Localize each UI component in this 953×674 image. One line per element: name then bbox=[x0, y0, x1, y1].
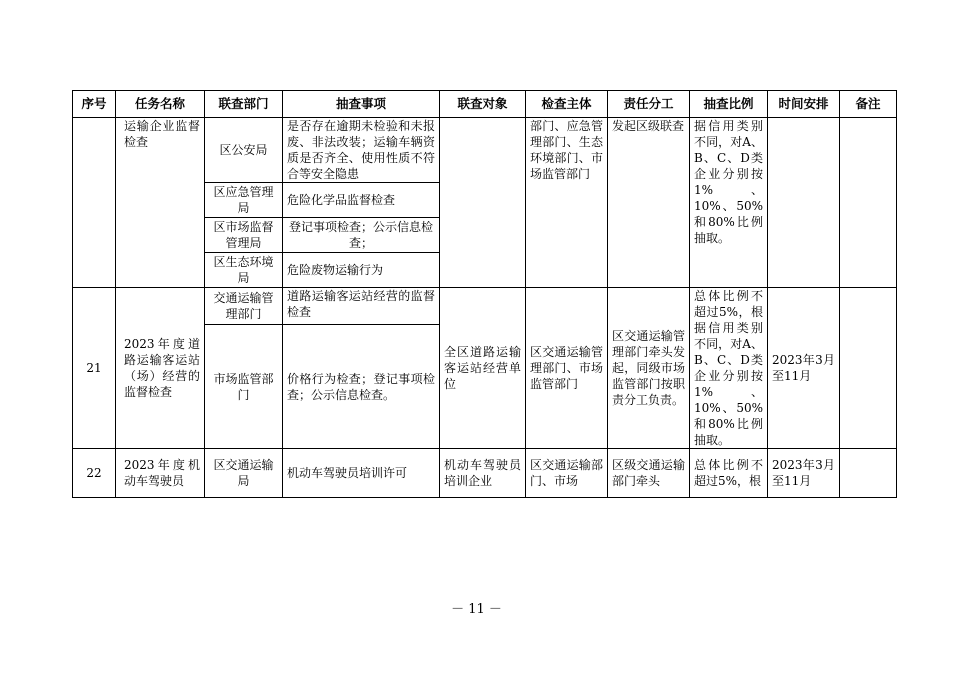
cell-target: 机动车驾驶员培训企业 bbox=[440, 449, 526, 498]
cell-time: 2023年3月至11月 bbox=[768, 449, 840, 498]
cell-dept: 交通运输管理部门 bbox=[205, 288, 283, 325]
cell-item: 危险化学品监督检查 bbox=[283, 183, 440, 218]
table-row bbox=[73, 449, 897, 498]
cell-remark bbox=[840, 449, 897, 498]
cell-item: 登记事项检查；公示信息检查； bbox=[283, 218, 440, 253]
inspection-table bbox=[72, 90, 897, 498]
cell-task: 运输企业监督检查 bbox=[116, 118, 205, 288]
cell-no bbox=[73, 118, 116, 288]
cell-item: 机动车驾驶员培训许可 bbox=[283, 449, 440, 498]
cell-duty: 区级交通运输部门牵头 bbox=[608, 449, 690, 498]
cell-target: 全区道路运输客运站经营单位 bbox=[440, 288, 526, 449]
cell-target bbox=[440, 118, 526, 288]
table-row bbox=[73, 288, 897, 325]
cell-dept: 区公安局 bbox=[205, 118, 283, 183]
cell-dept: 区市场监督管理局 bbox=[205, 218, 283, 253]
cell-dept: 区应急管理局 bbox=[205, 183, 283, 218]
header-row bbox=[73, 91, 897, 118]
cell-item: 道路运输客运站经营的监督检查 bbox=[283, 288, 440, 325]
cell-subject: 区交通运输部门、市场 bbox=[526, 449, 608, 498]
col-header-dept: 联查部门 bbox=[205, 91, 283, 118]
cell-task: 2023年度机动车驾驶员 bbox=[116, 449, 205, 498]
cell-subject: 区交通运输管理部门、市场监管部门 bbox=[526, 288, 608, 449]
cell-item: 是否存在逾期未检验和未报废、非法改装；运输车辆资质是否齐全、使用性质不符合等安全隐患 bbox=[283, 118, 440, 183]
cell-ratio: 总体比例不超过5%，根 bbox=[690, 449, 768, 498]
cell-no: 21 bbox=[73, 288, 116, 449]
col-header-target: 联查对象 bbox=[440, 91, 526, 118]
cell-remark bbox=[840, 288, 897, 449]
cell-dept: 区交通运输局 bbox=[205, 449, 283, 498]
col-header-subject: 检查主体 bbox=[526, 91, 608, 118]
col-header-item: 抽查事项 bbox=[283, 91, 440, 118]
cell-dept: 区生态环境局 bbox=[205, 253, 283, 288]
cell-item: 危险废物运输行为 bbox=[283, 253, 440, 288]
cell-ratio: 据信用类别不同，对A、B、C、D类企业分别按1%、10%、50%和80%比例抽取。 bbox=[690, 118, 768, 288]
cell-time: 2023年3月至11月 bbox=[768, 288, 840, 449]
col-header-ratio: 抽查比例 bbox=[690, 91, 768, 118]
cell-task: 2023年度道路运输客运站（场）经营的监督检查 bbox=[116, 288, 205, 449]
col-header-duty: 责任分工 bbox=[608, 91, 690, 118]
cell-subject: 部门、应急管理部门、生态环境部门、市场监管部门 bbox=[526, 118, 608, 288]
cell-remark bbox=[840, 118, 897, 288]
col-header-no: 序号 bbox=[73, 91, 116, 118]
cell-item: 价格行为检查；登记事项检查；公示信息检查。 bbox=[283, 325, 440, 449]
cell-no: 22 bbox=[73, 449, 116, 498]
page-number: － 11 － bbox=[451, 602, 502, 617]
cell-ratio: 总体比例不超过5%，根据信用类别不同，对A、B、C、D类企业分别按1%、10%、50%和80%比例抽取。 bbox=[690, 288, 768, 449]
cell-duty: 区交通运输管理部门牵头发起，同级市场监管部门按职责分工负责。 bbox=[608, 288, 690, 449]
cell-dept: 市场监管部门 bbox=[205, 325, 283, 449]
col-header-time: 时间安排 bbox=[768, 91, 840, 118]
col-header-remark: 备注 bbox=[840, 91, 897, 118]
table-row bbox=[73, 118, 897, 183]
cell-duty: 发起区级联查 bbox=[608, 118, 690, 288]
cell-time bbox=[768, 118, 840, 288]
col-header-task: 任务名称 bbox=[116, 91, 205, 118]
